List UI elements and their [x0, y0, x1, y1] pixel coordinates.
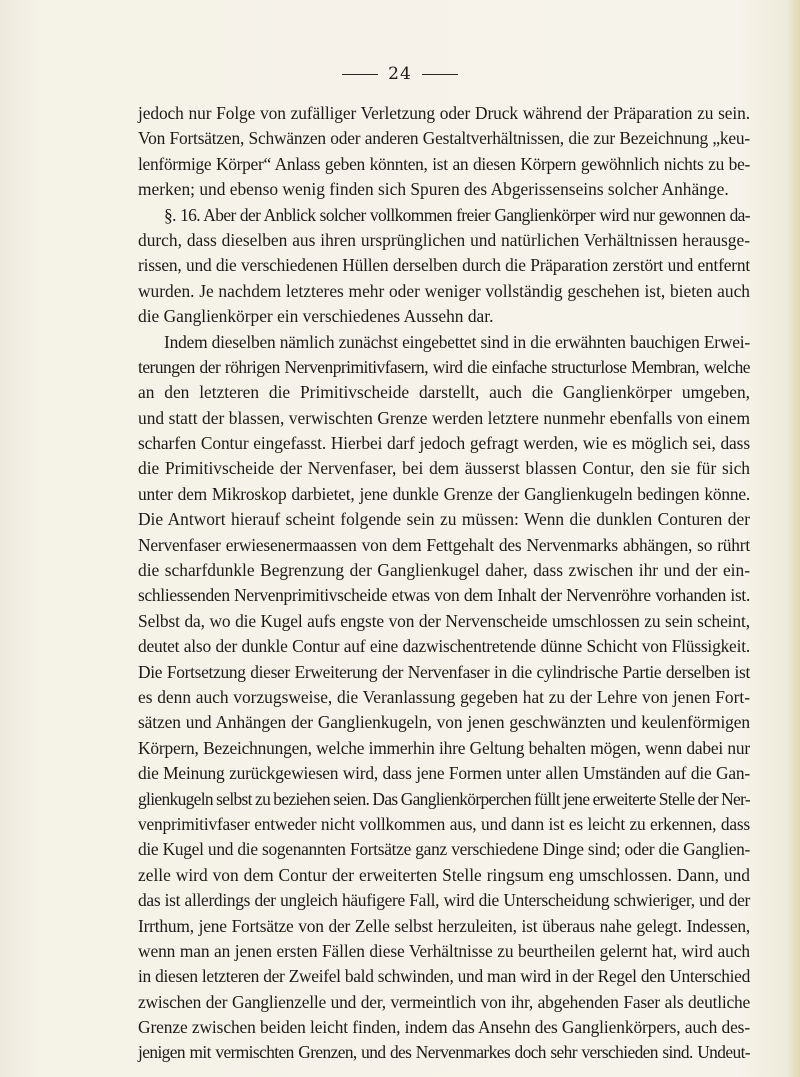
- text-line: schliessenden Nervenprimitivscheide etwas von dem Inhalt der Nervenröhre vorhanden ist.: [138, 585, 750, 606]
- text-line: deutet also der dunkle Contur auf eine dazwischentretende dünne Schicht von Flüssigkeit.: [138, 636, 750, 657]
- text-line: das ist allerdings der ungleich häufigere Fall, wird die Unterscheidung schwieriger, und der: [138, 890, 750, 911]
- text-line: Körpern, Bezeichnungen, welche immerhin ihre Geltung behalten mögen, wenn dabei nur: [138, 737, 750, 758]
- text-line: Irrthum, jene Fortsätze von der Zelle selbst herzuleiten, ist überaus nahe gelegt. Indessen,: [138, 915, 750, 936]
- text-line: wurden. Je nachdem letzteres mehr oder weniger vollständig geschehen ist, bieten auch: [138, 280, 750, 301]
- page-number: 24: [388, 64, 412, 84]
- text-line: jenigen mit vermischten Grenzen, und des Nervenmarkes doch sehr verschieden sind. Undeut-: [138, 1042, 750, 1063]
- text-line: zelle wird von dem Contur der erweiterten Stelle ringsum eng umschlossen. Dann, und: [138, 864, 750, 885]
- page-edge-stain: [786, 0, 800, 1077]
- paragraph-start-line: Indem dieselben nämlich zunächst eingebettet sind in die erwähnten bauchigen Erwei-: [164, 331, 750, 352]
- text-line: Die Fortsetzung dieser Erweiterung der Nervenfaser in die cylindrische Partie derselben ist: [138, 661, 750, 682]
- text-line: an den letzteren die Primitivscheide darstellt, auch die Ganglienkörper umgeben,: [138, 382, 750, 403]
- text-line: Von Fortsätzen, Schwänzen oder anderen Gestaltverhältnissen, die zur Bezeichnung „keu-: [138, 128, 750, 149]
- text-line: merken; und ebenso wenig finden sich Spuren des Abgerissenseins solcher Anhänge.: [138, 179, 729, 200]
- text-line: Nervenfaser erwiesenermaassen von dem Fettgehalt des Nervenmarks abhängen, so rührt: [138, 534, 750, 555]
- text-line: die scharfdunkle Begrenzung der Ganglienkugel daher, dass zwischen ihr und der ein-: [138, 560, 750, 581]
- text-line: jedoch nur Folge von zufälliger Verletzung oder Druck während der Präparation zu sein.: [138, 103, 750, 123]
- running-head: [0, 64, 800, 84]
- text-line: scharfen Contur eingefasst. Hierbei darf jedoch gefragt werden, wie es möglich sei, dass: [138, 433, 750, 454]
- section-heading-line: §. 16. Aber der Anblick solcher vollkommen freier Ganglienkörper wird nur gewonnen da-: [164, 204, 750, 225]
- text-line: die Kugel und die sogenannten Fortsätze ganz verschiedene Dinge sind; oder die Ganglien-: [138, 839, 750, 860]
- text-line: terungen der röhrigen Nervenprimitivfasern, wird die einfache structurlose Membran, welche: [138, 356, 750, 377]
- text-line: sätzen und Anhängen der Ganglienkugeln, von jenen geschwänzten und keulenförmigen: [138, 712, 750, 733]
- text-line: es denn auch vorzugsweise, die Veranlassung gegeben hat zu der Lehre von jenen Fort-: [138, 686, 750, 707]
- text-line: Selbst da, wo die Kugel aufs engste von der Nervenscheide umschlossen zu sein scheint,: [138, 610, 750, 631]
- text-line: Grenze zwischen beiden leicht finden, indem das Ansehn des Ganglienkörpers, auch des-: [138, 1017, 751, 1038]
- text-line: Die Antwort hierauf scheint folgende sein zu müssen: Wenn die dunklen Conturen der: [138, 509, 750, 530]
- text-line: in diesen letzteren der Zweifel bald schwinden, und man wird in der Regel den Unterschied: [138, 966, 750, 987]
- text-line: die Ganglienkörper ein verschiedenes Aussehn dar.: [138, 306, 494, 327]
- text-line: rissen, und die verschiedenen Hüllen derselben durch die Präparation zerstört und entfernt: [138, 255, 750, 276]
- text-line: die Primitivscheide der Nervenfaser, bei dem äusserst blassen Contur, den sie für sich: [138, 458, 750, 479]
- header-rule-right: [422, 74, 458, 75]
- text-line: lenförmige Körper“ Anlass geben könnten, ist an diesen Körpern gewöhnlich nichts zu be-: [138, 153, 750, 174]
- header-rule-left: [342, 74, 378, 75]
- text-line: glienkugeln selbst zu beziehen seien. Das Ganglienkörperchen füllt jene erweiterte Stelle der Ner-: [138, 788, 750, 809]
- text-line: unter dem Mikroskop darbietet, jene dunkle Grenze der Ganglienkugeln bedingen könne.: [138, 483, 750, 504]
- text-line: und statt der blassen, verwischten Grenze werden letztere nunmehr ebenfalls von einem: [138, 407, 750, 428]
- body-text: [138, 101, 750, 1066]
- text-line: wenn man an jenen ersten Fällen diese Verhältnisse zu beurtheilen gelernt hat, wird auch: [138, 940, 750, 961]
- text-line: durch, dass dieselben aus ihren ursprünglichen und natürlichen Verhältnissen herausge-: [138, 229, 750, 250]
- text-line: die Meinung zurückgewiesen wird, dass jene Formen unter allen Umständen auf die Gan-: [138, 763, 750, 784]
- text-line: venprimitivfaser entweder nicht vollkommen aus, und dann ist es leicht zu erkennen, dass: [138, 813, 750, 834]
- text-line: zwischen der Ganglienzelle und der, vermeintlich von ihr, abgehenden Faser als deutliche: [138, 991, 750, 1012]
